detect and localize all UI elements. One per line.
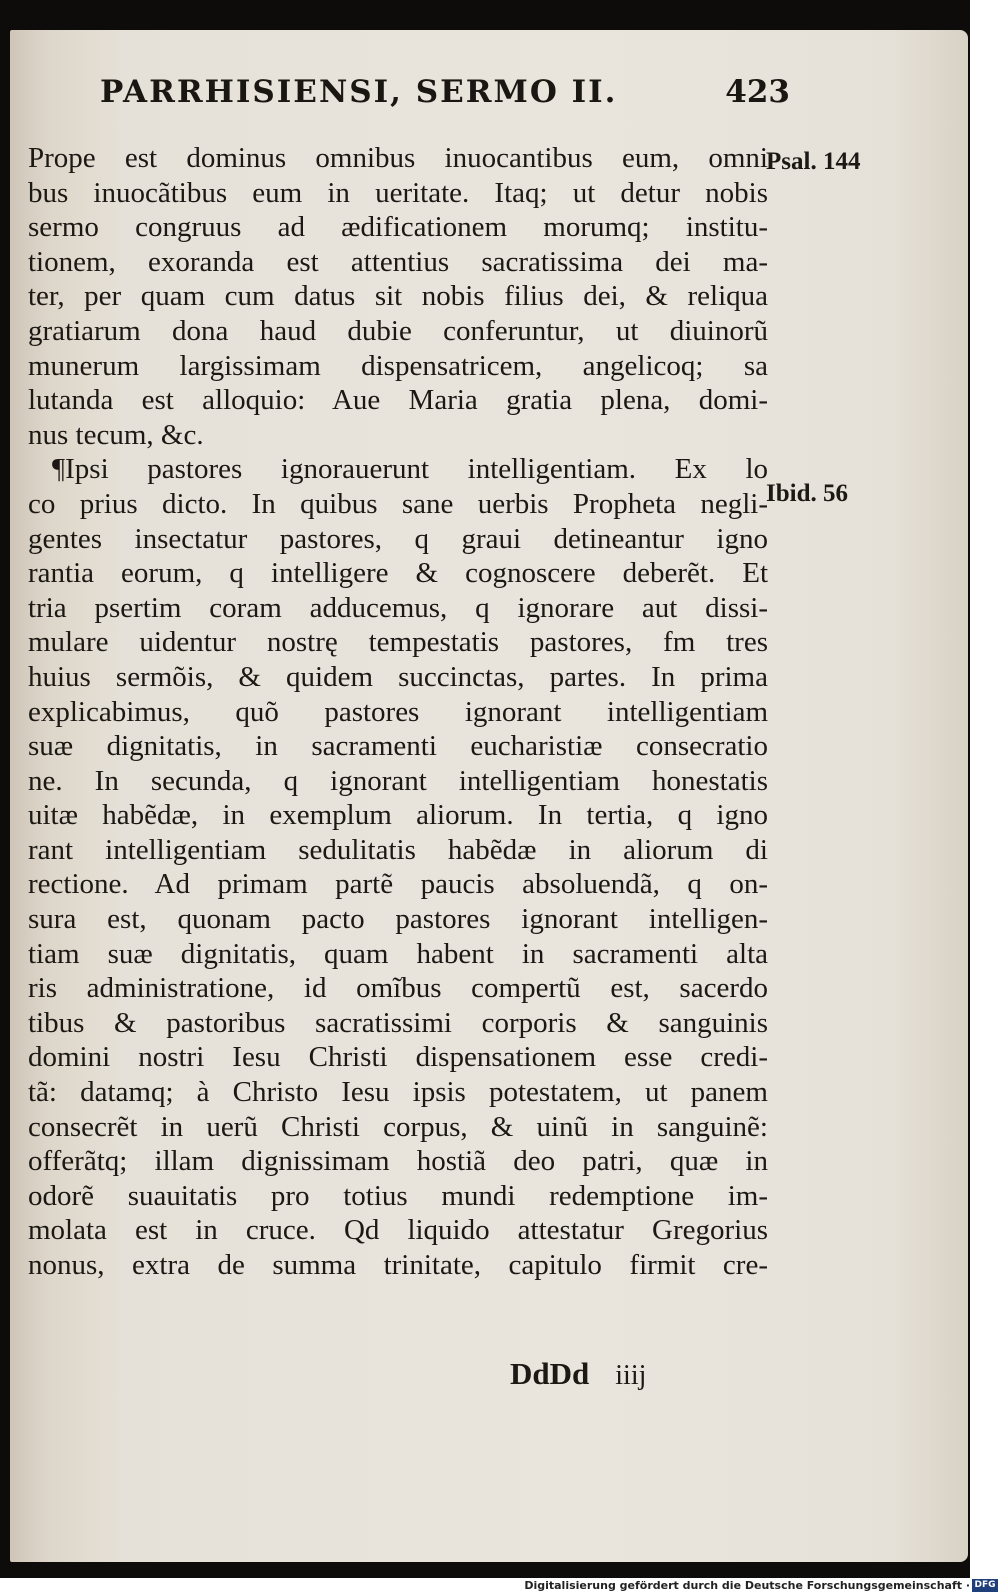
text-line: bus inuocãtibus eum in ueritate. Itaq; ut detur nobis [28, 176, 768, 209]
text-line: rectione. Ad primam partẽ paucis absoluendã, q on- [28, 868, 768, 901]
signature-mark [510, 1356, 690, 1392]
text-line: tibus & pastoribus sacratissimi corporis & sanguinis [28, 1006, 768, 1039]
text-line: rant intelligentiam sedulitatis habẽdæ in aliorum di [28, 833, 768, 866]
text-line: molata est in cruce. Qd liquido attestatur Gregorius [28, 1214, 768, 1247]
text-line: tã: datamq; à Christo Iesu ipsis potestatem, ut panem [28, 1076, 768, 1109]
text-line: gentes insectatur pastores, q graui detineantur igno [28, 522, 768, 555]
text-line: odorẽ suauitatis pro totius mundi redemptione im- [28, 1179, 768, 1212]
running-head [100, 54, 790, 114]
signature-number: iiij [615, 1360, 647, 1391]
dfg-logo[interactable]: DFG [972, 1579, 998, 1592]
marginal-note: Ibid. 56 [766, 480, 848, 507]
digitization-credit: Digitalisierung gefördert durch die Deutsche Forschungsgemeinschaft · [524, 1579, 970, 1592]
text-line: suæ dignitatis, in sacramenti eucharistiæ consecratio [28, 730, 768, 763]
signature-letters: DdDd [510, 1356, 590, 1391]
text-line: ris administratione, id omĩbus compertũ est, sacerdo [28, 972, 768, 1005]
running-title: PARRHISIENSI, SERMO II. [100, 74, 618, 110]
text-line: ne. In secunda, q ignorant intelligentiam honestatis [28, 764, 768, 797]
text-line: uitæ habẽdæ, in exemplum aliorum. In tertia, q igno [28, 799, 768, 832]
text-line: mulare uidentur nostrę tempestatis pastores, fm tres [28, 626, 768, 659]
text-line: sermo congruus ad ædificationem morumq; institu- [28, 211, 768, 244]
text-line: offerãtq; illam dignissimam hostiã deo patri, quæ in [28, 1145, 768, 1178]
text-line: explicabimus, quõ pastores ignorant intelligentiam [28, 695, 768, 728]
text-line: tria psertim coram adducemus, q ignorare aut dissi- [28, 591, 768, 624]
text-line: co prius dicto. In quibus sane uerbis Propheta negli- [28, 487, 768, 520]
text-line: tionem, exoranda est attentius sacratissima dei ma- [28, 245, 768, 278]
text-line: nonus, extra de summa trinitate, capitulo firmit cre- [28, 1249, 768, 1281]
text-line: huius sermõis, & quidem succinctas, partes. In prima [28, 660, 768, 693]
text-line: lutanda est alloquio: Aue Maria gratia plena, domi- [28, 384, 768, 417]
text-line: gratiarum dona haud dubie conferuntur, ut diuinorũ [28, 314, 768, 347]
text-line: domini nostri Iesu Christi dispensationem esse credi- [28, 1041, 768, 1074]
text-line: tiam suæ dignitatis, quam habent in sacramenti alta [28, 937, 768, 970]
text-line: nus tecum, &c. [28, 418, 204, 451]
text-line: munerum largissimam dispensatricem, angelicoq; sa [28, 349, 768, 382]
text-line: consecrẽt in uerũ Christi corpus, & uinũ in sanguinẽ: [28, 1110, 768, 1143]
paragraph-start-line: ¶Ipsi pastores ignorauerunt intelligentiam. Ex lo [52, 453, 768, 486]
body-text [28, 141, 768, 1283]
text-line: sura est, quonam pacto pastores ignorant intelligen- [28, 903, 768, 936]
page-number: 423 [725, 74, 790, 110]
marginal-note: Psal. 144 [766, 148, 861, 175]
text-line: rantia eorum, q intelligere & cognoscere deberẽt. Et [28, 557, 768, 590]
text-line: ter, per quam cum datus sit nobis filius dei, & reliqua [28, 280, 768, 313]
text-line: Prope est dominus omnibus inuocantibus eum, omni [28, 142, 768, 174]
